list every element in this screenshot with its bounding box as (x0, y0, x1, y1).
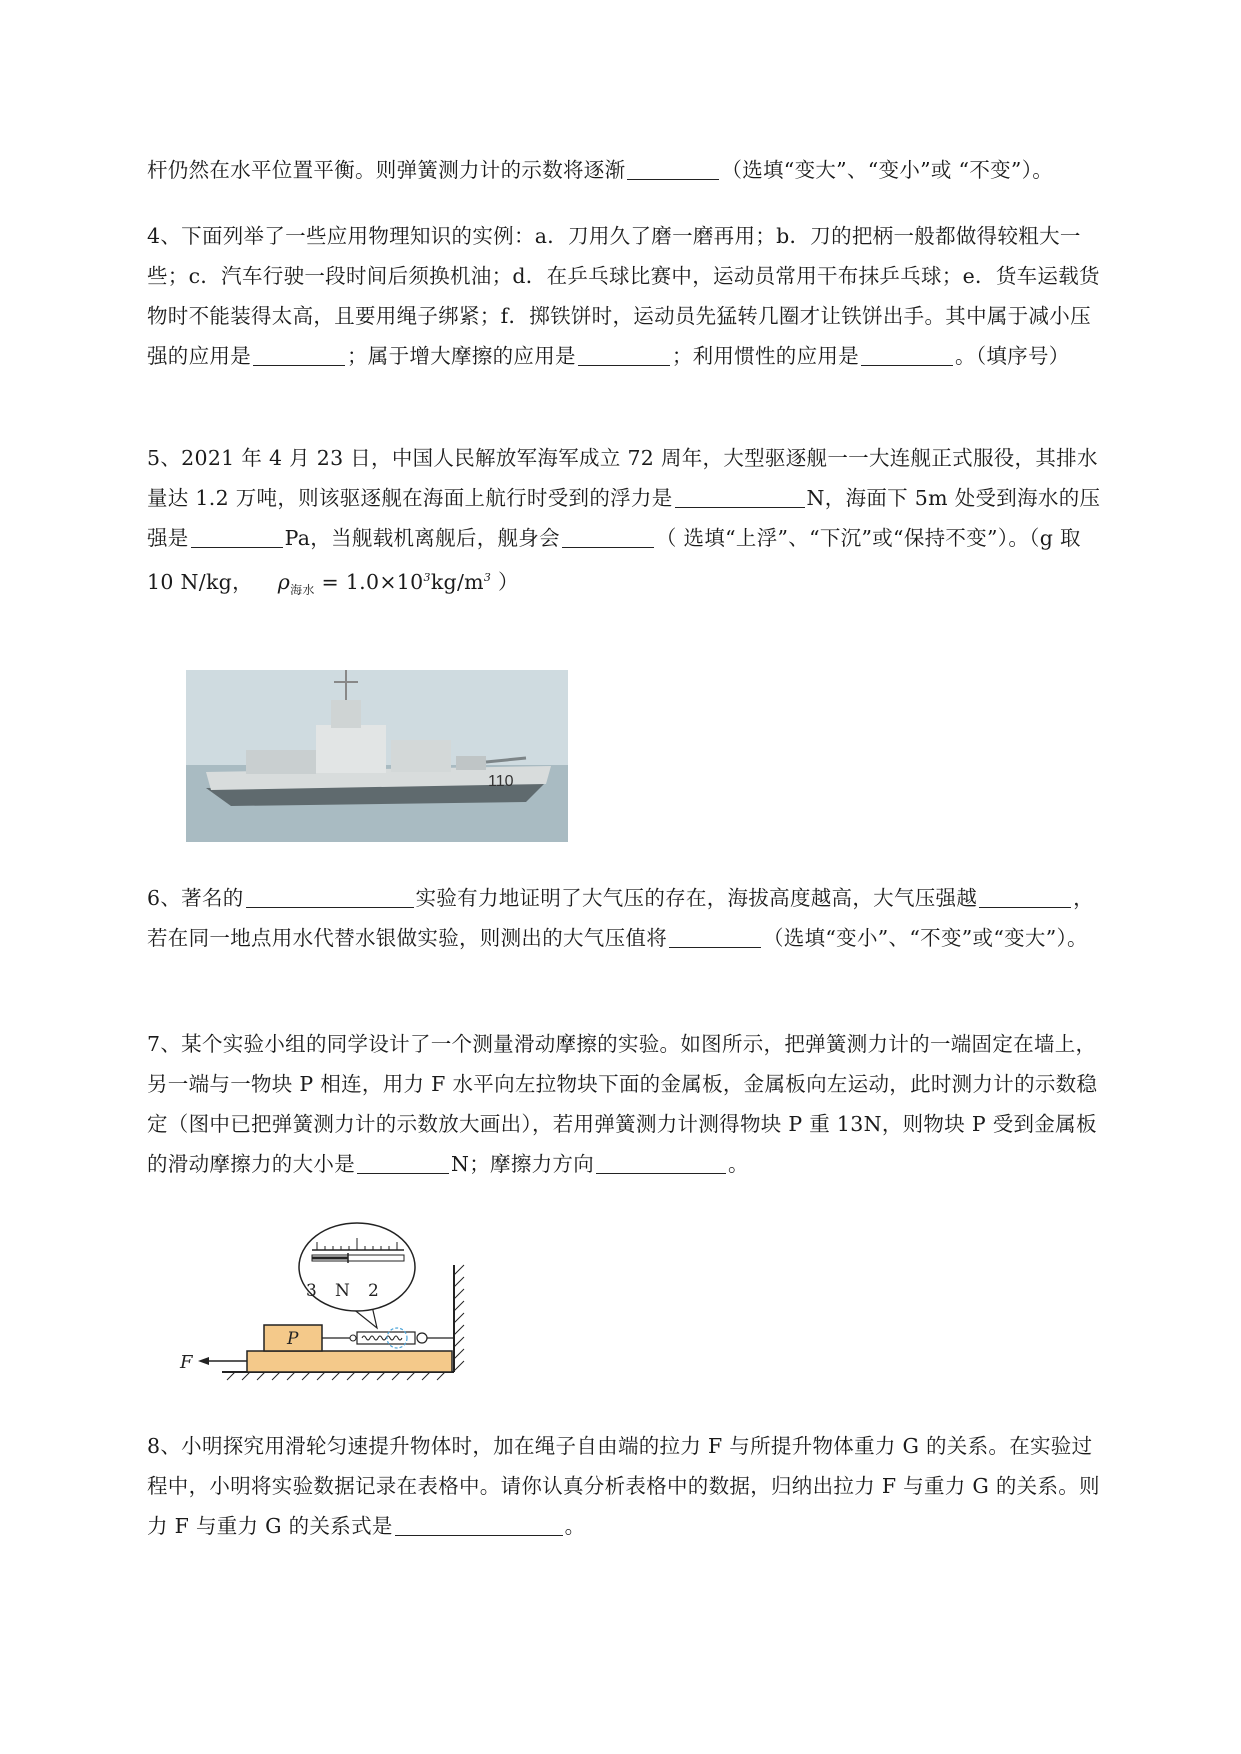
density-formula: $\rho_{海水} = 1.0\times 10^3kg/m^3$ (277, 569, 492, 597)
question-5 (147, 438, 1102, 610)
answer-blank[interactable] (357, 1151, 449, 1174)
question-3-tail (147, 150, 1102, 190)
wall-hatch (454, 1265, 464, 1371)
q5-text: 5、2021 年 4 月 23 日，中国人民解放军海军成立 72 周年，大型驱逐舰一一大连舰正式服役，其排水量达 1.2 万吨，则该驱逐舰在海面上航行时受到的浮力是 (147, 446, 1098, 510)
scale-label-3: 3 (306, 1281, 317, 1301)
q4-text: 。（填序号） (955, 344, 1070, 368)
q5-text: ） (498, 569, 519, 594)
q8-text: 8、小明探究用滑轮匀速提升物体时，加在绳子自由端的拉力 F 与所提升物体重力 G 的关系。在实验过程中，小明将实验数据记录在表格中。请你认真分析表格中的数据，归纳出拉力 F 与重力 G 的关系。则力 F 与重力 G 的关系式是 (147, 1434, 1100, 1538)
ship-gun-turret (456, 756, 486, 770)
answer-blank[interactable] (253, 343, 345, 366)
answer-blank[interactable] (861, 343, 953, 366)
formula-unit: kg/m (430, 569, 484, 594)
destroyer-photo (186, 670, 568, 842)
metal-plate (247, 1351, 452, 1372)
q5-text: （ 选填“上浮”、“下沉”或“保持不变”）。（g 取 10 N/kg， (147, 526, 1081, 594)
hull-number: 110 (488, 773, 514, 790)
answer-blank[interactable] (578, 343, 670, 366)
answer-blank[interactable] (191, 525, 283, 548)
force-label: F (180, 1352, 193, 1373)
q3-text: 杆仍然在水平位置平衡。则弹簧测力计的示数将逐渐 (147, 158, 626, 182)
rho-subscript: 海水 (290, 582, 315, 597)
hook (350, 1335, 356, 1341)
formula-unit-exponent: 3 (483, 571, 492, 584)
q6-text: ，若在同一地点用水代替水银做实验，则测出的大气压值将 (147, 886, 1094, 950)
q4-text: 4、下面列举了一些应用物理知识的实例：a．刀用久了磨一磨再用；b．刀的把柄一般都做得较粗大一些；c．汽车行驶一段时间后须换机油；d．在乒乓球比赛中，运动员常用干布抹乒乓球；e．货车运载货物时不能装得太高，且要用绳子绑紧；f．掷铁饼时，运动员先猛转几圈才让铁饼出手。其中属于减小压强的应用是 (147, 224, 1100, 368)
formula-value: 1.0×10 (345, 569, 424, 594)
floor-hatch (227, 1372, 445, 1380)
q5-text: Pa，当舰载机离舰后，舰身会 (284, 526, 560, 550)
question-8 (147, 1426, 1102, 1546)
ship-superstructure (316, 725, 386, 773)
q3-text: （选填“变大”、“变小”或 “不变”）。 (721, 158, 1054, 182)
q6-text: （选填“变小”、“不变”或“变大”）。 (763, 926, 1088, 950)
ship-bridge (331, 700, 361, 728)
scale-unit-label: N (335, 1281, 350, 1301)
question-6 (147, 878, 1102, 958)
q7-text: N；摩擦力方向 (451, 1152, 595, 1176)
answer-blank[interactable] (246, 885, 414, 908)
block-label: P (287, 1329, 299, 1349)
force-arrow-head (198, 1357, 209, 1365)
q7-text: 。 (728, 1152, 749, 1176)
answer-blank[interactable] (627, 157, 719, 180)
answer-blank[interactable] (596, 1151, 726, 1174)
answer-blank[interactable] (675, 485, 805, 508)
wall-ring (417, 1333, 427, 1343)
rho-symbol: ρ (277, 569, 291, 594)
formula-exponent: 3 (423, 571, 431, 584)
ship-superstructure (246, 750, 316, 774)
q6-text: 6、著名的 (147, 886, 244, 910)
q4-text: ；利用惯性的应用是 (671, 344, 860, 368)
question-7 (147, 1024, 1102, 1184)
friction-experiment-figure (172, 1220, 482, 1390)
answer-blank[interactable] (669, 925, 761, 948)
answer-blank[interactable] (562, 525, 654, 548)
answer-blank[interactable] (395, 1513, 563, 1536)
q4-text: ；属于增大摩擦的应用是 (347, 344, 576, 368)
q7-text: 7、某个实验小组的同学设计了一个测量滑动摩擦的实验。如图所示，把弹簧测力计的一端固定在墙上，另一端与一物块 P 相连，用力 F 水平向左拉物块下面的金属板，金属板向左运动，此时测力计的示数稳定（图中已把弹簧测力计的示数放大画出），若用弹簧测力计测得物块 P 重 13N，则物块 P 受到金属板的滑动摩擦力的大小是 (147, 1032, 1098, 1176)
q8-text: 。 (564, 1514, 586, 1538)
answer-blank[interactable] (979, 885, 1071, 908)
question-4 (147, 216, 1102, 376)
scale-label-2: 2 (368, 1281, 379, 1301)
q5-text: N，海面下 5m 处受到海水的压强是 (147, 486, 1101, 550)
q6-text: 实验有力地证明了大气压的存在，海拔高度越高，大气压强越 (415, 886, 978, 910)
ship-superstructure (391, 740, 451, 772)
